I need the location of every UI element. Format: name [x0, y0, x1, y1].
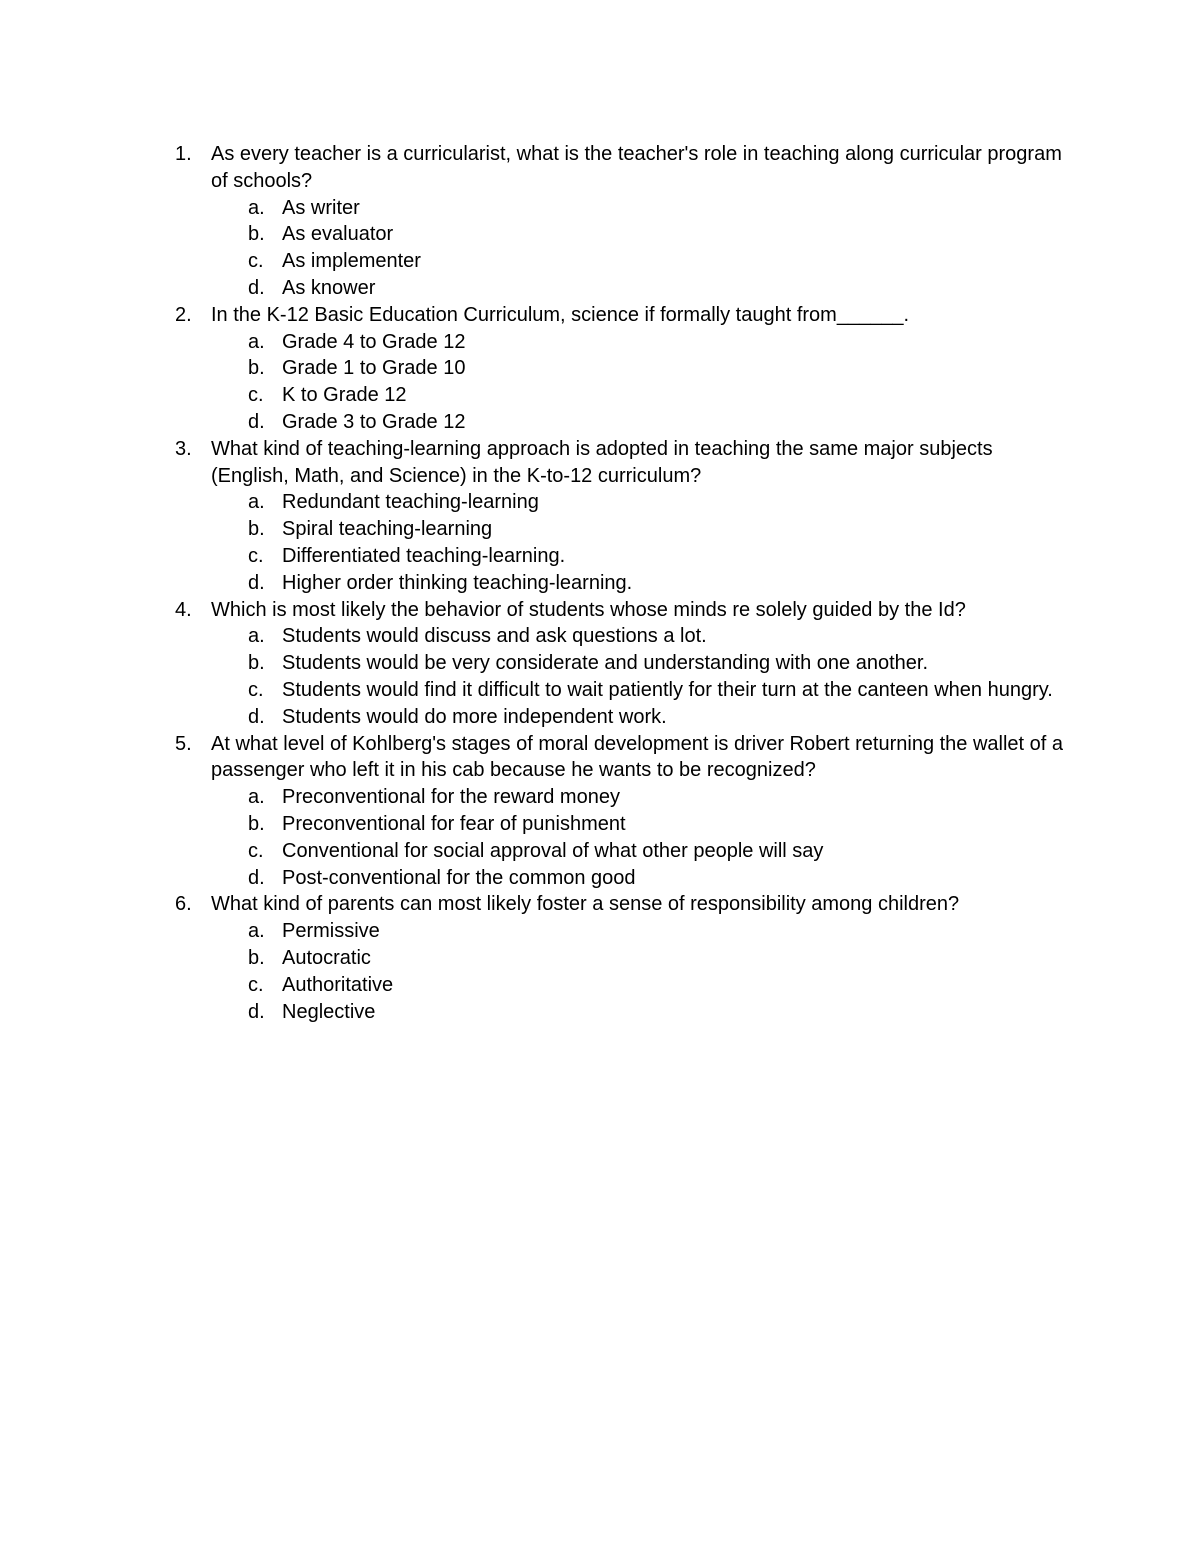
option-letter: a.	[248, 196, 265, 219]
option-text: Post-conventional for the common good	[282, 866, 636, 889]
option-item	[211, 623, 1072, 650]
option-item	[211, 275, 1072, 302]
question-list	[172, 141, 1072, 1025]
question-text: Which is most likely the behavior of students whose minds re solely guided by the Id?	[211, 598, 966, 621]
option-list	[211, 623, 1072, 730]
option-letter: c.	[248, 678, 264, 701]
option-text: Students would be very considerate and understanding with one another.	[282, 652, 928, 675]
option-item	[211, 918, 1072, 945]
option-item	[211, 195, 1072, 222]
question-item	[172, 597, 1072, 731]
option-item	[211, 543, 1072, 570]
question-number: 5.	[175, 732, 192, 755]
option-letter: d.	[248, 276, 265, 299]
option-letter: b.	[248, 946, 265, 969]
option-item	[211, 972, 1072, 999]
option-text: Grade 1 to Grade 10	[282, 357, 466, 380]
question-text: As every teacher is a curricularist, what is the teacher's role in teaching along curricular program of schools?	[211, 143, 1062, 192]
option-list	[211, 329, 1072, 436]
option-letter: a.	[248, 625, 265, 648]
option-item	[211, 999, 1072, 1026]
option-text: Grade 4 to Grade 12	[282, 330, 466, 353]
option-item	[211, 516, 1072, 543]
option-letter: d.	[248, 410, 265, 433]
option-text: As writer	[282, 196, 360, 219]
question-item	[172, 891, 1072, 1025]
option-text: Autocratic	[282, 946, 371, 969]
option-text: Authoritative	[282, 973, 394, 996]
option-item	[211, 329, 1072, 356]
option-item	[211, 784, 1072, 811]
option-text: K to Grade 12	[282, 384, 407, 407]
option-letter: b.	[248, 652, 265, 675]
option-letter: d.	[248, 571, 265, 594]
option-item	[211, 221, 1072, 248]
question-number: 2.	[175, 303, 192, 326]
option-letter: c.	[248, 250, 264, 273]
option-item	[211, 838, 1072, 865]
option-item	[211, 409, 1072, 436]
question-text: In the K-12 Basic Education Curriculum, science if formally taught from______.	[211, 303, 910, 326]
question-item	[172, 141, 1072, 302]
option-item	[211, 677, 1072, 704]
question-item	[172, 302, 1072, 436]
option-text: Redundant teaching-learning	[282, 491, 539, 514]
question-number: 1.	[175, 143, 192, 165]
option-item	[211, 355, 1072, 382]
option-letter: b.	[248, 812, 265, 835]
option-letter: c.	[248, 544, 264, 567]
option-letter: a.	[248, 491, 265, 514]
option-list	[211, 489, 1072, 596]
option-text: Spiral teaching-learning	[282, 518, 493, 541]
option-letter: c.	[248, 973, 264, 996]
option-letter: a.	[248, 786, 265, 809]
option-item	[211, 865, 1072, 892]
question-number: 3.	[175, 437, 192, 460]
question-text: At what level of Kohlberg's stages of moral development is driver Robert returning the wallet of a passenger who left it in his cab because he wants to be recognized?	[211, 732, 1064, 782]
option-text: Differentiated teaching-learning.	[282, 544, 566, 567]
option-item	[211, 945, 1072, 972]
option-text: As evaluator	[282, 223, 394, 246]
option-letter: a.	[248, 920, 265, 943]
option-letter: b.	[248, 357, 265, 380]
option-text: Preconventional for fear of punishment	[282, 812, 626, 835]
option-letter: b.	[248, 223, 265, 246]
option-item	[211, 382, 1072, 409]
question-text: What kind of teaching-learning approach is adopted in teaching the same major subjects (English, Math, and Science) in the K-to-12 curriculum?	[211, 437, 993, 487]
option-letter: d.	[248, 866, 265, 889]
option-letter: a.	[248, 330, 265, 353]
question-number: 6.	[175, 893, 192, 916]
option-text: As knower	[282, 276, 376, 299]
option-list	[211, 784, 1072, 891]
question-item	[172, 731, 1072, 892]
option-letter: c.	[248, 384, 264, 407]
option-letter: d.	[248, 1000, 265, 1023]
option-text: Students would find it difficult to wait patiently for their turn at the canteen when hungry.	[282, 678, 1053, 701]
option-text: Neglective	[282, 1000, 376, 1023]
option-text: Permissive	[282, 920, 380, 943]
option-item	[211, 811, 1072, 838]
option-text: Students would do more independent work.	[282, 705, 667, 728]
option-item	[211, 570, 1072, 597]
option-text: As implementer	[282, 250, 421, 273]
question-number: 4.	[175, 598, 192, 621]
question-item	[172, 436, 1072, 597]
option-item	[211, 704, 1072, 731]
option-text: Grade 3 to Grade 12	[282, 410, 466, 433]
option-item	[211, 248, 1072, 275]
option-text: Higher order thinking teaching-learning.	[282, 571, 633, 594]
option-letter: d.	[248, 705, 265, 728]
question-text: What kind of parents can most likely foster a sense of responsibility among children?	[211, 893, 960, 916]
option-text: Preconventional for the reward money	[282, 786, 620, 809]
option-text: Students would discuss and ask questions a lot.	[282, 625, 707, 648]
option-item	[211, 489, 1072, 516]
option-letter: b.	[248, 518, 265, 541]
option-text: Conventional for social approval of what other people will say	[282, 839, 824, 862]
option-item	[211, 650, 1072, 677]
option-list	[211, 918, 1072, 1025]
option-letter: c.	[248, 839, 264, 862]
option-list	[211, 195, 1072, 302]
